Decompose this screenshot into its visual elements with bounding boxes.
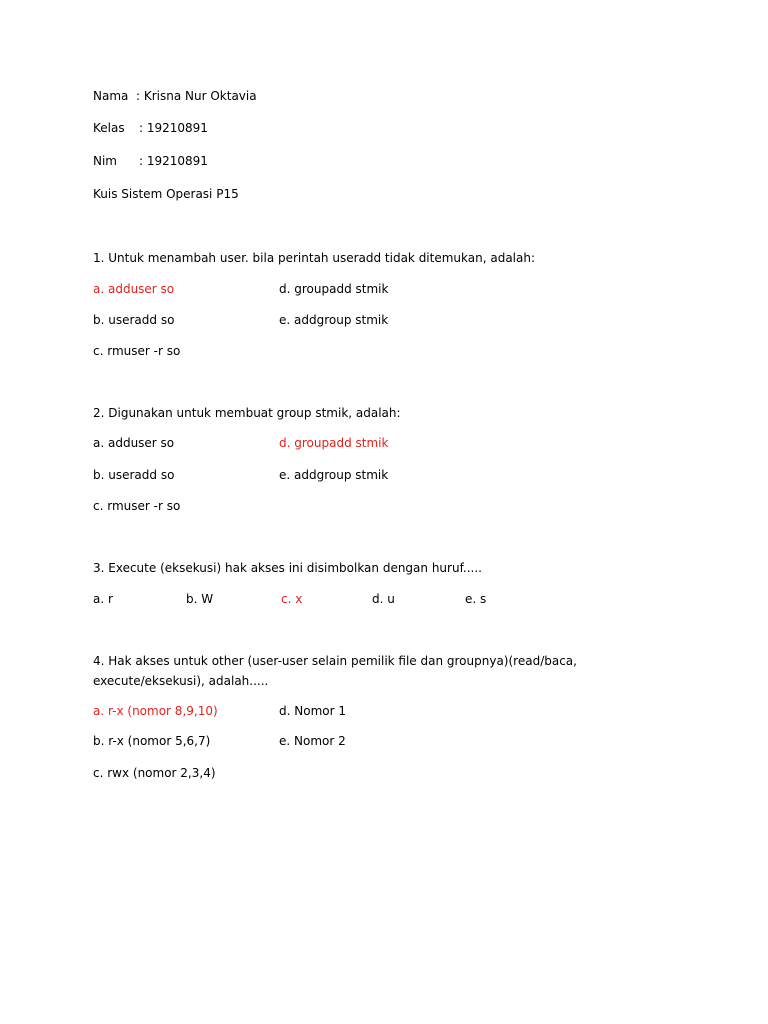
question-1-option-e: e. addgroup stmik xyxy=(279,313,389,327)
question-4-text: 4. Hak akses untuk other (user-user selain pemilik file dan groupnya)(read/baca, execute/eksekusi), adalah..... xyxy=(93,654,577,688)
question-2-option-a: a. adduser so xyxy=(93,436,175,450)
question-4-option-c: c. rwx (nomor 2,3,4) xyxy=(93,766,216,780)
quiz-title: Kuis Sistem Operasi P15 xyxy=(93,187,239,201)
question-2-option-b: b. useradd so xyxy=(93,468,175,482)
question-3-text: 3. Execute (eksekusi) hak akses ini disimbolkan dengan huruf..... xyxy=(93,561,482,575)
question-1-option-d: d. groupadd stmik xyxy=(279,282,389,296)
kelas-label: Kelas xyxy=(93,121,125,135)
question-3-option-b: b. W xyxy=(186,592,214,606)
question-1-option-a-answer: a. adduser so xyxy=(93,282,175,296)
question-3-option-e: e. s xyxy=(465,592,487,606)
question-2-text: 2. Digunakan untuk membuat group stmik, adalah: xyxy=(93,406,401,420)
nim-value: : 19210891 xyxy=(139,154,208,168)
question-2-option-e: e. addgroup stmik xyxy=(279,468,389,482)
nama-label: Nama xyxy=(93,89,129,103)
question-4-option-b: b. r-x (nomor 5,6,7) xyxy=(93,734,211,748)
nama-value: : Krisna Nur Oktavia xyxy=(136,89,257,103)
question-4-option-e: e. Nomor 2 xyxy=(279,734,346,748)
question-1-option-b: b. useradd so xyxy=(93,313,175,327)
question-3-option-d: d. u xyxy=(372,592,395,606)
kelas-value: : 19210891 xyxy=(139,121,208,135)
question-4-option-d: d. Nomor 1 xyxy=(279,704,346,718)
question-1-text: 1. Untuk menambah user. bila perintah useradd tidak ditemukan, adalah: xyxy=(93,251,536,265)
question-1-option-c: c. rmuser -r so xyxy=(93,344,181,358)
question-2-option-c: c. rmuser -r so xyxy=(93,499,181,513)
question-3-option-c-answer: c. x xyxy=(281,592,303,606)
nim-label: Nim xyxy=(93,154,117,168)
question-3-option-a: a. r xyxy=(93,592,113,606)
question-4-option-a-answer: a. r-x (nomor 8,9,10) xyxy=(93,704,218,718)
question-2-option-d-answer: d. groupadd stmik xyxy=(279,436,389,450)
